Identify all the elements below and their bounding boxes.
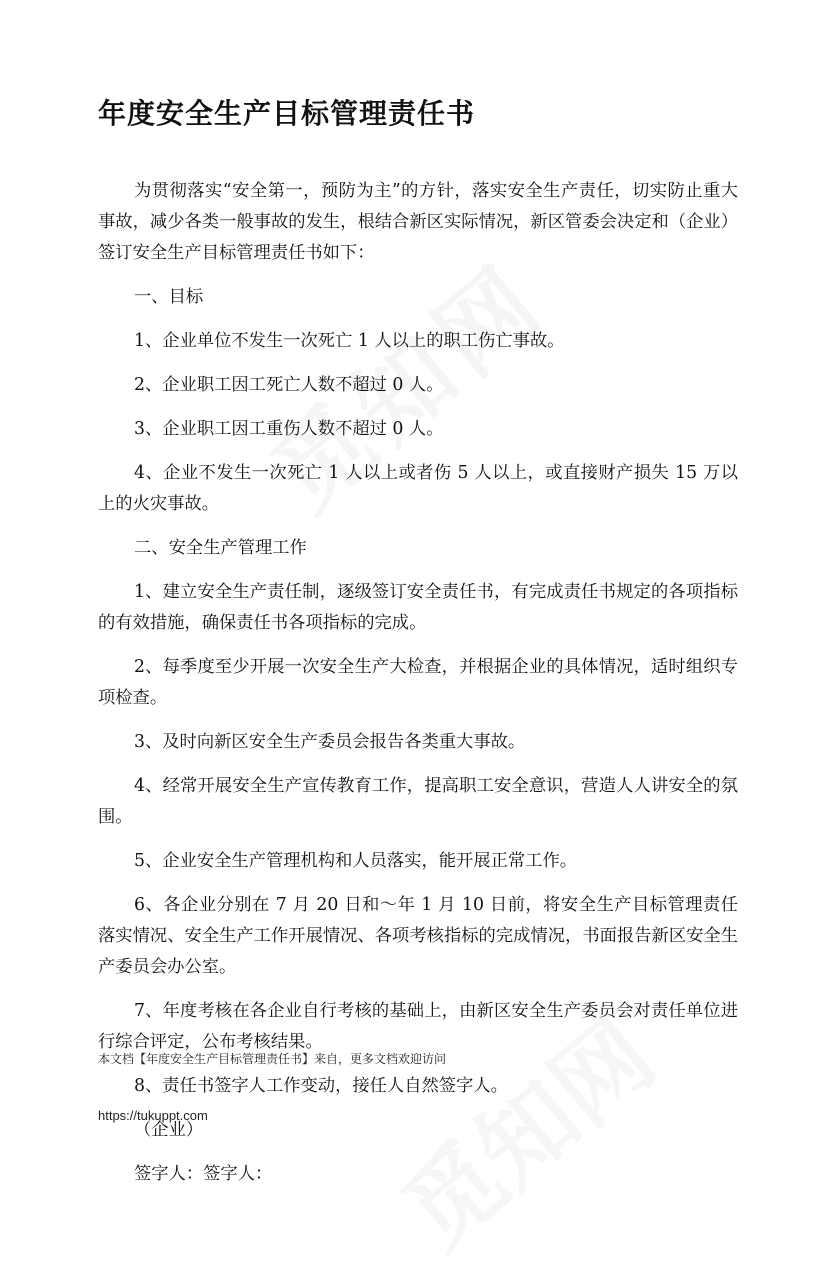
footer-note: 本文档【年度安全生产目标管理责任书】来自，更多文档欢迎访问	[98, 1052, 447, 1066]
section-heading-management: 二、安全生产管理工作	[134, 538, 307, 558]
management-item-7: 7、年度考核在各企业自行考核的基础上，由新区安全生产委员会对责任单位进行综合评定，公布考核结果。	[98, 1001, 738, 1052]
management-item-8: 8、责任书签字人工作变动，接任人自然签字人。	[134, 1076, 508, 1096]
goal-item-1: 1、企业单位不发生一次死亡 1 人以上的职工伤亡事故。	[134, 331, 565, 351]
management-item-1: 1、建立安全生产责任制，逐级签订安全责任书，有完成责任书规定的各项指标的有效措施，确保责任书各项指标的完成。	[98, 582, 738, 633]
management-item-3: 3、及时向新区安全生产委员会报告各类重大事故。	[134, 732, 526, 752]
signature-line: 签字人：签字人：	[134, 1164, 273, 1184]
management-item-2: 2、每季度至少开展一次安全生产大检查，并根据企业的具体情况，适时组织专项检查。	[98, 657, 738, 708]
management-item-4: 4、经常开展安全生产宣传教育工作，提高职工安全意识，营造人人讲安全的氛围。	[98, 776, 738, 827]
document-title: 年度安全生产目标管理责任书	[98, 97, 476, 130]
company-line: （企业）	[134, 1120, 204, 1140]
management-item-6: 6、各企业分别在 7 月 20 日和～年 1 月 10 日前，将安全生产目标管理责任落实情况、安全生产工作开展情况、各项考核指标的完成情况，书面报告新区安全生产委员会办公室。	[98, 895, 738, 977]
goal-item-3: 3、企业职工因工重伤人数不超过 0 人。	[134, 419, 444, 439]
goal-item-4: 4、企业不发生一次死亡 1 人以上或者伤 5 人以上，或直接财产损失 15 万以上的火灾事故。	[98, 463, 738, 514]
section-heading-goals: 一、目标	[134, 287, 204, 307]
footer-url: https://tukuppt.com	[98, 1108, 208, 1123]
goal-item-2: 2、企业职工因工死亡人数不超过 0 人。	[134, 375, 444, 395]
document-page	[98, 92, 738, 1203]
intro-paragraph: 为贯彻落实“安全第一，预防为主”的方针，落实安全生产责任，切实防止重大事故，减少各类一般事故的发生，根结合新区实际情况，新区管委会决定和（企业）签订安全生产目标管理责任书如下：	[98, 181, 738, 263]
management-item-5: 5、企业安全生产管理机构和人员落实，能开展正常工作。	[134, 851, 578, 871]
